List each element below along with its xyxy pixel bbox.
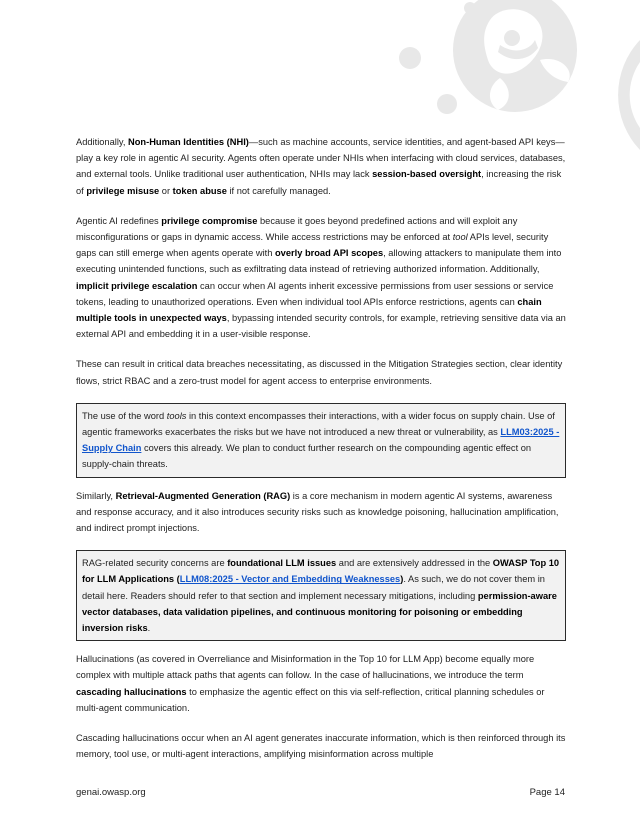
paragraph-hallucinations: Hallucinations (as covered in Overreliance and Misinformation in the Top 10 for LLM App) become equally more complex with multiple attack paths that agents can follow. In the case of hallucinations, we introduce the term cascading hallucinations to emphasize the agentic effect on this via self-reflection, critical planning schedules or multi-agent communication.	[76, 654, 545, 713]
link-llm03-supply-chain[interactable]: LLM03:2025 - Supply Chain	[82, 427, 560, 454]
paragraph-data-breaches: These can result in critical data breaches necessitating, as discussed in the Mitigation Strategies section, clear identity flows, strict RBAC and a zero-trust model for agent access to enterprise environments.	[76, 359, 563, 386]
page-content	[76, 134, 566, 777]
paragraph-rag: Similarly, Retrieval-Augmented Generation (RAG) is a core mechanism in modern agentic AI systems, awareness and response accuracy, and it also introduces security risks such as knowledge poisoning, hallucination amplification, and indirect prompt injections.	[76, 490, 559, 534]
page-number: Page 14	[529, 787, 565, 798]
link-llm08-vector-embedding[interactable]: LLM08:2025 - Vector and Embedding Weaknesses	[179, 574, 401, 585]
footer-url: genai.owasp.org	[76, 787, 146, 798]
note-box-rag: RAG-related security concerns are foundational LLM issues and are extensively addressed in the OWASP Top 10 for LLM Applications (LLM08:2025 - Vector and Embedding Weaknesses). As such, we do not cover them in detail here. Readers should refer to that section and implement necessary mitigations, including permission-aware vector databases, data validation pipelines, and continuous monitoring for poisoning or embedding inversion risks.	[76, 550, 566, 641]
paragraph-cascading: Cascading hallucinations occur when an AI agent generates inaccurate information, which is then reinforced through its memory, tool use, or multi-agent interactions, amplifying misinformation across multiple	[76, 733, 566, 760]
note-box-supply-chain: The use of the word tools in this context encompasses their interactions, with a wider focus on supply chain. Use of agentic frameworks exacerbates the risks but we have not introduced a new threat or vulnerability, as LLM03:2025 - Supply Chain covers this already. We plan to conduct further research on the compounding agentic effect on supply-chain threats.	[76, 403, 566, 478]
paragraph-privilege: Agentic AI redefines privilege compromise because it goes beyond predefined actions and will exploit any misconfigurations or gaps in dynamic access. While access restrictions may be enforced at tool APIs level, security gaps can still emerge when agents operate with overly broad API scopes, allowing attackers to manipulate them into executing unintended functions, such as exfiltrating data instead of retrieving authorized information. Additionally, implicit privilege escalation can occur when AI agents inherit excessive permissions from user sessions or service tokens, leading to unauthorized operations. Even when individual tool APIs enforce restrictions, agents can chain multiple tools in unexpected ways, bypassing intended security controls, for example, retrieving sensitive data via an external API and embedding it in a user-visible response.	[76, 215, 566, 340]
paragraph-nhi: Additionally, Non-Human Identities (NHI)—such as machine accounts, service identities, and agent-based API keys—play a key role in agentic AI security. Agents often operate under NHIs when interfacing with cloud services, databases, and external tools. Unlike traditional user authentication, NHIs may lack session-based oversight, increasing the risk of privilege misuse or token abuse if not carefully managed.	[76, 137, 566, 196]
